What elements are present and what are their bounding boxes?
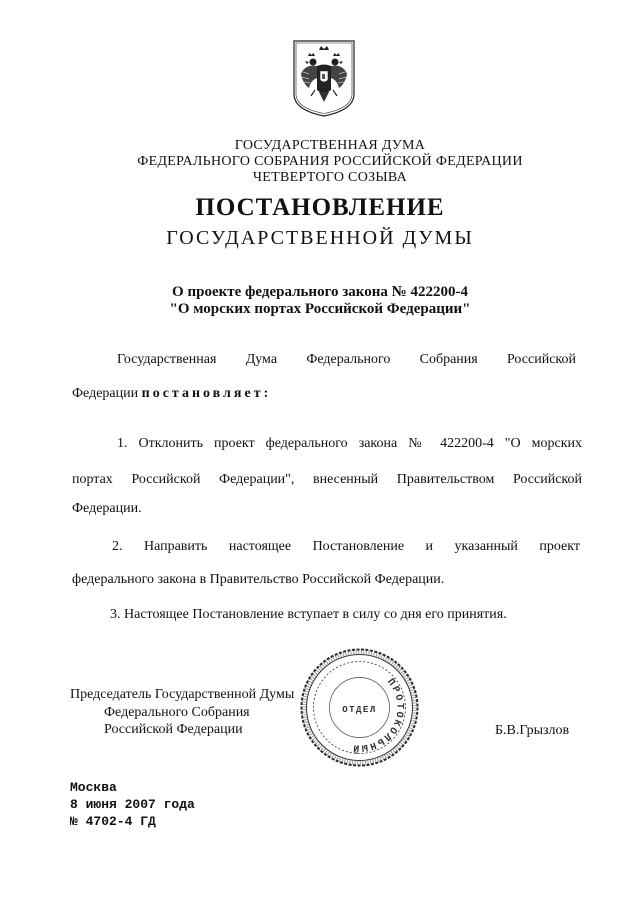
signatory-title-line-2: Федерального Собрания bbox=[104, 705, 250, 720]
intro-line-2-plain: Федерации bbox=[72, 386, 142, 401]
footer-number: № 4702-4 ГД bbox=[70, 814, 156, 829]
intro-line-1: Государственная Дума Федерального Собрания Российской bbox=[117, 352, 576, 367]
svg-text:ПРОТОКОЛЬНЫЙ bbox=[351, 677, 405, 756]
official-stamp bbox=[297, 645, 422, 770]
intro-line-2 bbox=[72, 386, 372, 402]
footer-city: Москва bbox=[70, 780, 117, 795]
double-headed-eagle-icon bbox=[291, 38, 357, 118]
subject-line-1: О проекте федерального закона № 422200-4 bbox=[172, 284, 468, 300]
header-line-duma: ГОСУДАРСТВЕННАЯ ДУМА bbox=[234, 138, 426, 153]
header-line-convocation: ЧЕТВЕРТОГО СОЗЫВА bbox=[252, 170, 408, 185]
signatory-name: Б.В.Грызлов bbox=[495, 723, 570, 738]
item-3: 3. Настоящее Постановление вступает в силу со дня его принятия. bbox=[110, 607, 507, 622]
document-subtitle: ГОСУДАРСТВЕННОЙ ДУМЫ bbox=[166, 227, 474, 249]
signatory-title-line-1: Председатель Государственной Думы bbox=[70, 687, 295, 702]
document-title: ПОСТАНОВЛЕНИЕ bbox=[195, 194, 445, 221]
round-seal-icon bbox=[297, 645, 422, 770]
coat-of-arms-emblem bbox=[291, 38, 357, 118]
item-1-line-3: Федерации. bbox=[72, 501, 142, 516]
item-2-line-2: федерального закона в Правительство Российской Федерации. bbox=[72, 572, 445, 587]
stamp-center-text: ОТДЕЛ bbox=[342, 705, 377, 715]
footer-date: 8 июня 2007 года bbox=[70, 797, 195, 812]
stamp-ring-text: ПРОТОКОЛЬНЫЙ bbox=[350, 677, 405, 753]
subject-line-2: "О морских портах Российской Федерации" bbox=[169, 301, 471, 317]
resolves-word: постановляет: bbox=[141, 386, 272, 401]
signatory-title-line-3: Российской Федерации bbox=[104, 722, 243, 737]
item-1-line-1: 1. Отклонить проект федерального закона № 422200-4 "О морских bbox=[117, 436, 582, 451]
item-1-line-2: портах Российской Федерации", внесенный Правительством Российской bbox=[72, 472, 582, 487]
item-2-line-1: 2. Направить настоящее Постановление и указанный проект bbox=[112, 539, 580, 554]
header-line-assembly: ФЕДЕРАЛЬНОГО СОБРАНИЯ РОССИЙСКОЙ ФЕДЕРАЦИИ bbox=[137, 154, 523, 169]
